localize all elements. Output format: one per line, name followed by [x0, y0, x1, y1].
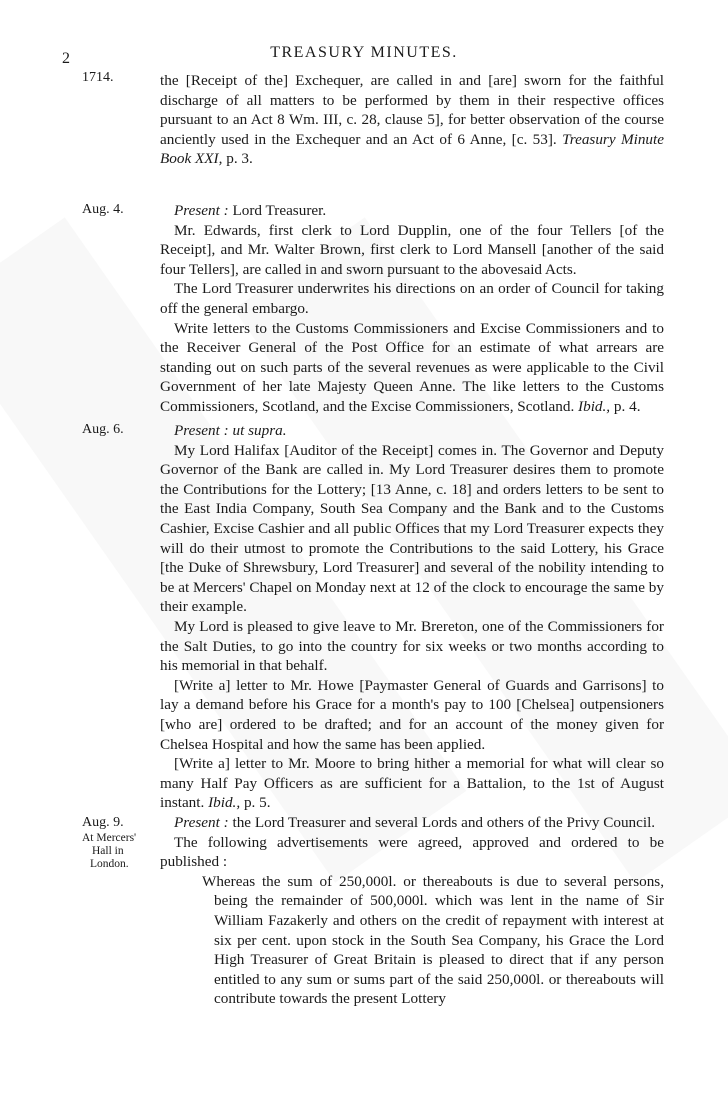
aug9-advertisement: Whereas the sum of 250,000l. or thereabouts is due to several persons, being the remainder of 500,000l. which was lent in the name of Sir William Fazakerly and others on the credit of repayment with interest at six per cent. upon stock in the South Sea Company, his Grace the Lord High Treasurer of Great Britain is pleased to direct that if any person entitled to any sum or sums part of the said 250,000l. or thereabouts will contribute towards the present Lottery — [202, 872, 664, 1008]
present-label: Present : — [174, 422, 229, 439]
present-label: Present : — [174, 202, 229, 219]
entry-continuation — [160, 71, 664, 169]
margin-location-line1: At Mercers' — [82, 832, 137, 844]
continuation-page: p. 3. — [222, 150, 253, 168]
present-attendees: the Lord Treasurer and several Lords and others of the Privy Council. — [228, 814, 656, 831]
aug4-paragraph-1: Mr. Edwards, first clerk to Lord Dupplin, one of the four Tellers [of the Receipt], and Mr. Walter Brown, first clerk to Lord Mansell [another of the said four Tellers], are called in and sworn pursuant to the abovesaid Acts. — [160, 221, 664, 278]
present-label: Present : — [174, 814, 229, 831]
aug6-paragraph-3: [Write a] letter to Mr. Howe [Paymaster General of Guards and Garrisons] to lay a demand before his Grace for a month's pay to 100 [Chelsea] outpensioners [who are] ordered to be drafted; and for an account of the money given for Chelsea Hospital and how the same has been applied. — [160, 676, 664, 753]
entry-aug4 — [160, 201, 664, 417]
margin-date-aug9: Aug. 9. — [82, 815, 124, 830]
continuation-text: the [Receipt of the] Exchequer, are called in and [are] sworn for the faithful discharge of all matters to be performed by them in their respective offices pursuant to an Act 8 Wm. III, c. 28, clause 5], for better observation of the course anciently used in the Exchequer and an Act of 6 Anne, [c. 53]. — [160, 72, 664, 148]
entry-aug6 — [160, 421, 664, 813]
margin-date-aug4: Aug. 4. — [82, 202, 124, 217]
aug4-page: p. 4. — [610, 397, 641, 415]
aug6-paragraph-4: [Write a] letter to Mr. Moore to bring hither a memorial for what will clear so many Half Pay Officers as are sufficient for a Battalion, to the 1st of August instant. — [160, 755, 664, 812]
margin-location-line3: London. — [90, 858, 129, 870]
present-attendees: Lord Treasurer. — [228, 202, 327, 219]
present-attendees: ut supra. — [228, 422, 287, 439]
entry-aug9 — [160, 813, 664, 1009]
aug4-paragraph-2: The Lord Treasurer underwrites his directions on an order of Council for taking off the general embargo. — [160, 280, 664, 317]
page-number: 2 — [62, 50, 70, 67]
margin-location-line2: Hall in — [92, 845, 124, 857]
aug4-reference: Ibid., — [578, 397, 611, 415]
aug4-paragraph-3: Write letters to the Customs Commissioners and Excise Commissioners and to the Receiver General of the Post Office for an estimate of what arrears are standing out on such parts of the several revenues as were applicable to the Civil Government of her late Majesty Queen Anne. The like letters to the Customs Commissioners, Scotland, and the Excise Commissioners, Scotland. — [160, 319, 664, 415]
continuation-reference: Treasury Minute Book XXI, — [160, 130, 664, 168]
margin-year: 1714. — [82, 70, 114, 85]
running-head: TREASURY MINUTES. — [270, 44, 458, 61]
aug6-reference: Ibid., — [208, 794, 241, 812]
aug9-paragraph-1: The following advertisements were agreed, approved and ordered to be published : — [160, 833, 664, 871]
aug6-paragraph-2: My Lord is pleased to give leave to Mr. Brereton, one of the Commissioners for the Salt Duties, to go into the country for six weeks or two months according to his memorial in that behalf. — [160, 617, 664, 675]
aug6-paragraph-1: My Lord Halifax [Auditor of the Receipt] comes in. The Governor and Deputy Governor of the Bank are called in. My Lord Treasurer desires them to promote the Contributions for the Lottery; [13 Anne, c. 18] and orders letters to be sent to the East India Company, South Sea Company and the Bank and to the Customs Cashier, Excise Cashier and all public Offices that my Lord Treasurer expects they will do their utmost to promote the Contributions to the said Lottery, his Grace [the Duke of Shrewsbury, Lord Treasurer] and several of the nobility intending to be at Mercers' Chapel on Monday next at 12 of the clock to encourage the same by their example. — [160, 441, 664, 616]
aug6-page: p. 5. — [240, 794, 271, 812]
margin-date-aug6: Aug. 6. — [82, 422, 124, 437]
